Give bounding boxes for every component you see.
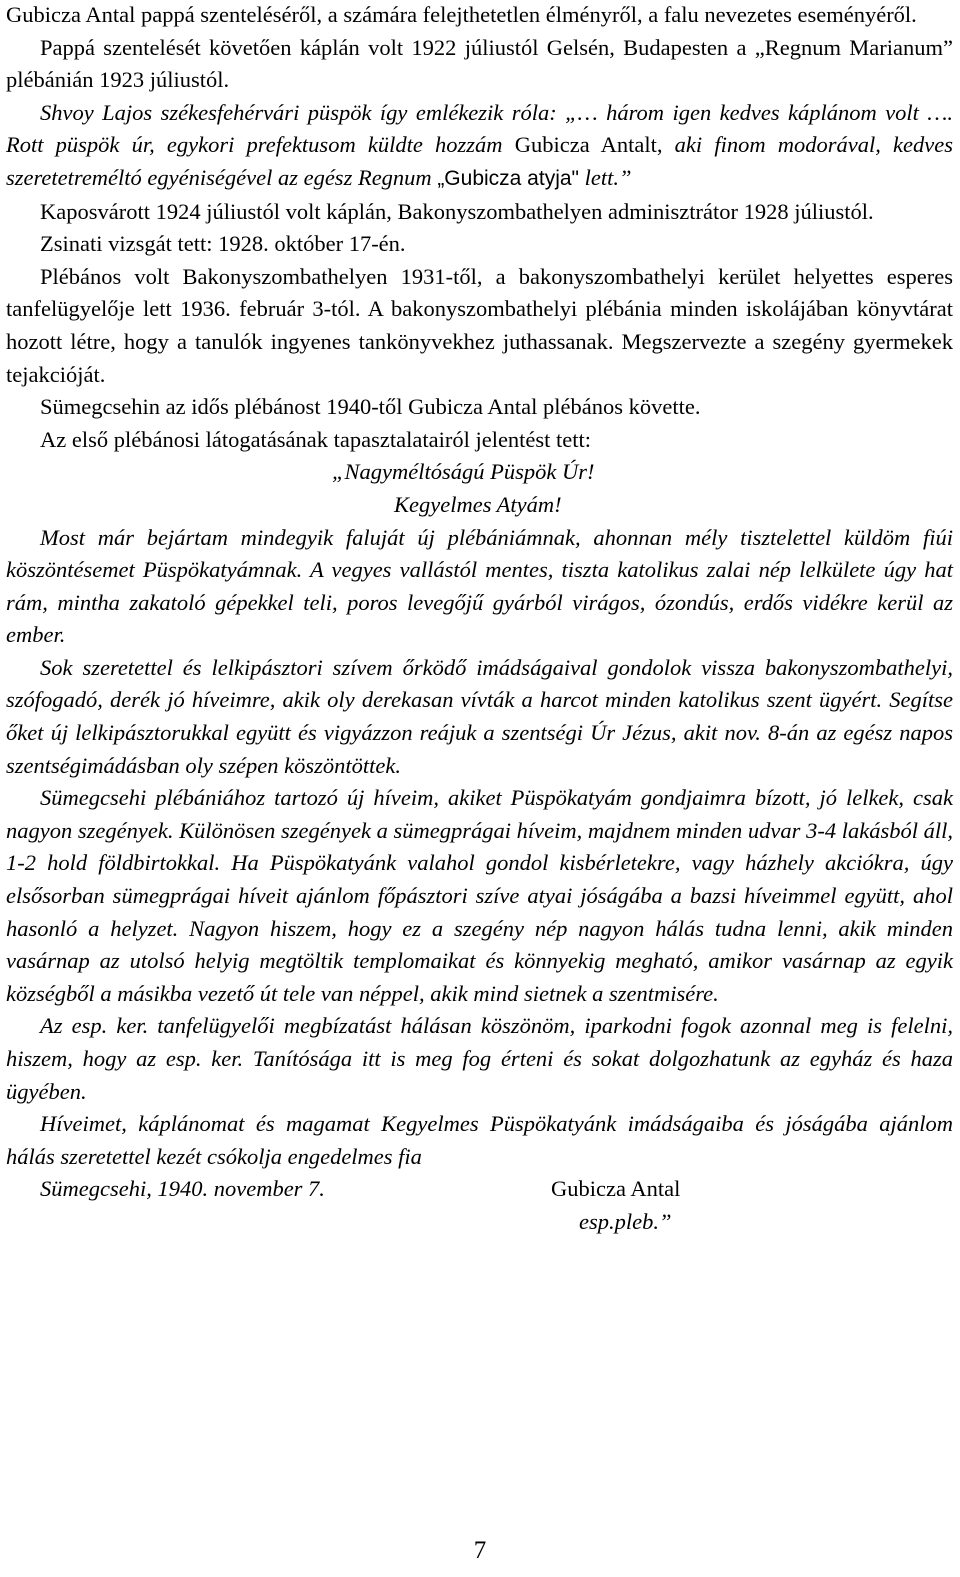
page-number: 7	[473, 1537, 487, 1564]
letter-date: Sümegcsehi, 1940. november 7.	[40, 1176, 325, 1202]
shvoy-quote-part1: Shvoy Lajos székesfehérvári püspök így emlékezik róla: „… három igen kedves káplánom volt …. Rott püspök úr, egykori prefektusom küldte hozzám	[6, 99, 953, 158]
paragraph-kaposvar: Kaposvárott 1924 júliustól volt káplán, Bakonyszombathelyen adminisztrátor 1928 júliustól.	[40, 198, 874, 224]
letter-signature-line	[6, 1173, 953, 1206]
paragraph-report-intro: Az első plébánosi látogatásának tapasztalatairól jelentést tett:	[40, 426, 592, 452]
text-column	[6, 0, 953, 1239]
shvoy-quote-nickname: „Gubicza atyja"	[437, 166, 579, 190]
letter-paragraph-1: Most már bejártam mindegyik faluját új plébániámnak, ahonnan mély tisztelettel küldöm fiúi köszöntésemet Püspökatyámnak. A vegyes vallástól mentes, tiszta katolikus zalai nép lelkülete úgy hat rám, mintha zakatoló gépekkel teli, poros levegőjű gyárból virágos, ózondús, erdős vidékre kerül az ember.	[6, 524, 953, 648]
paragraph-intro: Gubicza Antal pappá szenteléséről, a számára felejthetetlen élményről, a falu nevezetes eseményéről.	[6, 2, 917, 27]
letter-salutation-1: „Nagyméltóságú Püspök Úr!	[332, 459, 595, 485]
shvoy-quote-end: lett.”	[579, 164, 632, 190]
paragraph-chaplaincy: Pappá szentelését követően káplán volt 1922 júliustól Gelsén, Budapesten a „Regnum Marianum” plébánián 1923 júliustól.	[6, 34, 953, 93]
letter-paragraph-2: Sok szeretettel és lelkipásztori szívem őrködő imádságaival gondolok vissza bakonyszombathelyi, szófogadó, derék jó híveimre, akik oly derekasan vívták a harcot minden katolikus szent ügyért. Segítse őket új lelkipásztorukkal együtt és vigyázzon reájuk a szentségi Úr Jézus, akit nov. 8-án az egész napos szentségimádásban oly szépen köszöntöttek.	[6, 654, 953, 778]
paragraph-parish-priest: Plébános volt Bakonyszombathelyen 1931-től, a bakonyszombathelyi kerület helyettes esperes tanfelügyelője lett 1936. február 3-tól. A bakonyszombathelyi plébánia minden iskolájában könyvtárat hozott létre, hogy a tanulók ingyenes tankönyvekhez juthassanak. Megszervezte a szegény gyermekek tejakcióját.	[6, 263, 953, 387]
letter-paragraph-5: Híveimet, káplánomat és magamat Kegyelmes Püspökatyánk imádságaiba és jóságába ajánlom hálás szeretettel kezét csókolja engedelmes fia	[6, 1111, 953, 1169]
paragraph-shvoy-quote	[6, 97, 953, 196]
shvoy-quote-name: Gubicza Antalt,	[514, 132, 663, 158]
letter-paragraph-4: Az esp. ker. tanfelügyelői megbízatást hálásan köszönöm, iparkodni fogok azonnal meg is felelni, hiszem, hogy az esp. ker. Tanítósága itt is meg fog érteni és sokat dolgozhatunk az egyház és haza ügyében.	[6, 1013, 953, 1104]
shvoy-quote-part2: aki finom modorával, kedves szeretetreméltó egyéniségével az egész Regnum	[6, 132, 954, 190]
letter-signature-name: Gubicza Antal	[551, 1176, 681, 1202]
paragraph-synod-exam: Zsinati vizsgát tett: 1928. október 17-én.	[40, 231, 406, 257]
paragraph-sumegcsehi: Sümegcsehin az idős plébánost 1940-től Gubicza Antal plébános követte.	[40, 394, 701, 420]
letter-paragraph-3: Sümegcsehi plébániához tartozó új híveim, akiket Püspökatyám gondjaimra bízott, jó lelkek, csak nagyon szegények. Különösen szegények a sümegprágai híveim, majdnem minden udvar 3-4 lakásból áll, 1-2 hold földbirtokkal. Ha Püspökatyánk valahol gondol kisbérletekre, vagy házhely akciókra, úgy elsősorban sümegprágai híveit ajánlom főpásztori szíve atyai jóságába a bazsi híveimmel együtt, ahol hasonló a helyzet. Nagyon hiszem, hogy ez a szegény nép nagyon hálás tudna lenni, akik minden vasárnap az utolsó helyig megtöltik templomaikat és könnyekig megható, amikor vasárnap az egyik községből a másikba vezető út tele van néppel, akik mind sietnek a szentmisére.	[6, 785, 953, 1006]
letter-salutation-2: Kegyelmes Atyám!	[394, 491, 562, 517]
letter-signature-title: esp.pleb.”	[579, 1208, 672, 1234]
